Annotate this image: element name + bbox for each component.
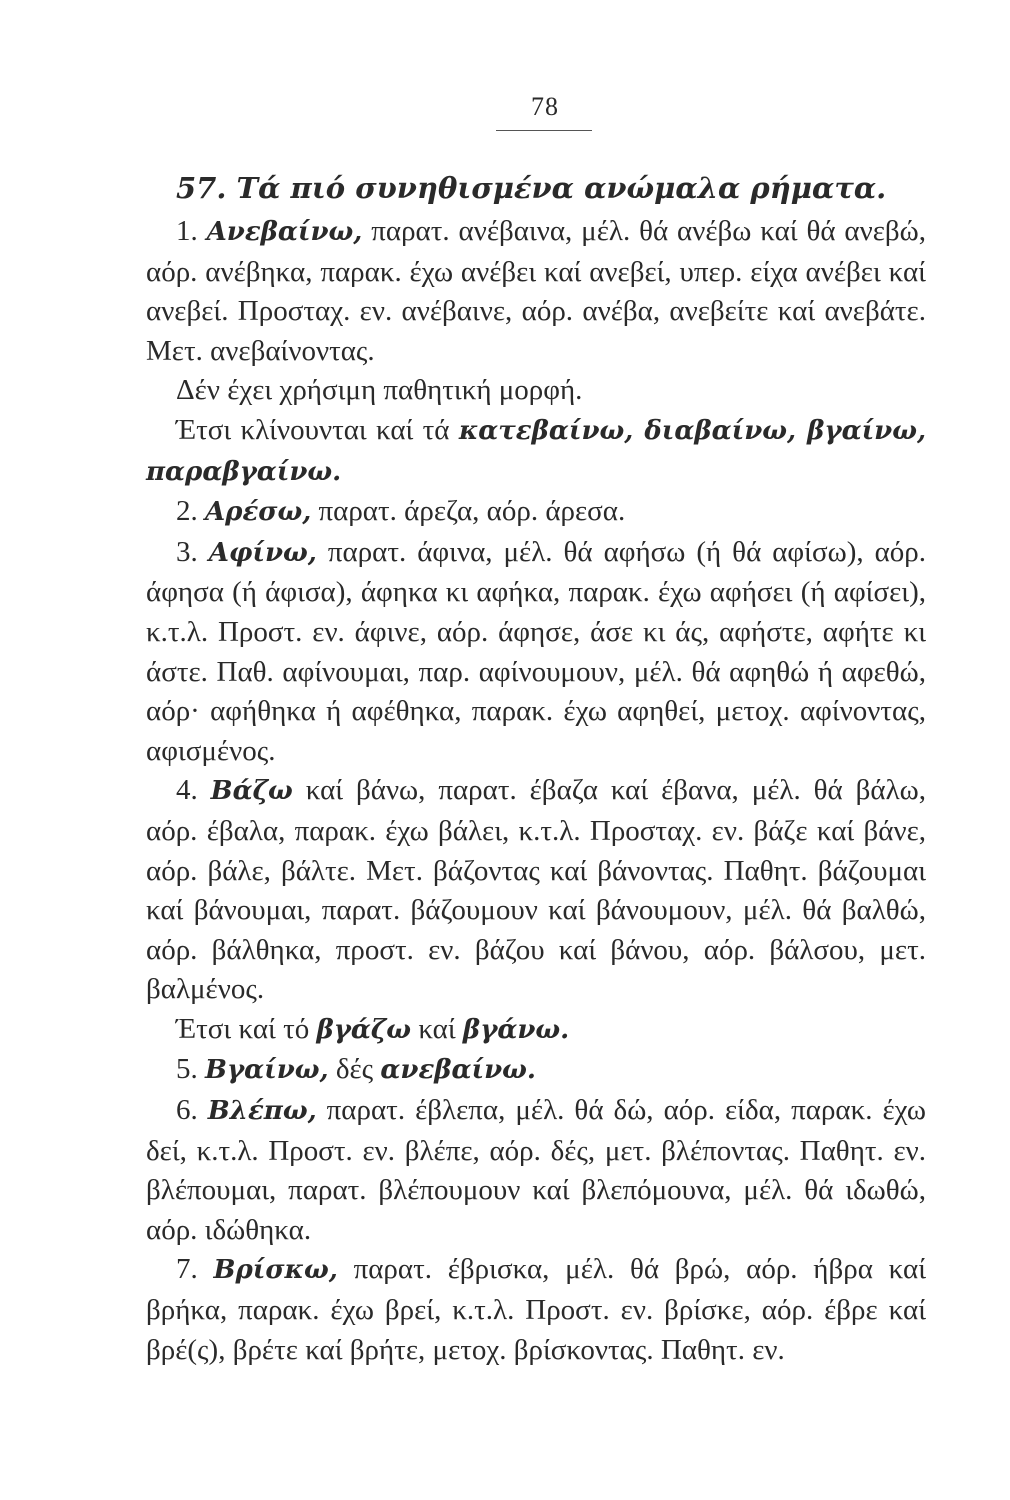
paragraph-text: καί [411, 1012, 463, 1045]
verb-keyword: Βρίσκω, [213, 1255, 338, 1286]
header-rule [496, 130, 592, 131]
paragraph-text: 5. [176, 1053, 205, 1086]
verb-keyword: Ανεβαίνω, [206, 217, 363, 247]
paragraph-text: παρατ. ανέβαινα, μέλ. θά ανέβω καί θά ανεβώ, αόρ. ανέβηκα, παρακ. έχω ανέβει καί ανεβεί, υπερ. είχα ανέβει καί ανεβεί. Προσταχ. εν. ανέβαινε, αόρ. ανέβα, ανεβείτε καί ανεβάτε. Μετ. ανεβαίνοντας. [146, 215, 926, 367]
verb-keyword: Αφίνω, [208, 537, 317, 568]
paragraph-text: 3. [176, 535, 209, 568]
verb-keyword: βγάζω [316, 1014, 412, 1045]
paragraph-text: καί βάνω, παρατ. έβαζα καί έβανα, μέλ. θά βάλω, αόρ. έβαλα, παρακ. έχω βάλει, κ.τ.λ. Προσταχ. εν. βάζε καί βάνε, αόρ. βάλε, βάλτε. Μετ. βάζοντας καί βάνοντας. Παθητ. βάζουμαι καί βάνουμαι, παρατ. βάζουμουν καί βάνουμουν, μέλ. θά βαλθώ, αόρ. βάλθηκα, προστ. εν. βάζου καί βάνου, αόρ. βάλσου, μετ. βαλμένος. [146, 774, 926, 1006]
paragraph-text: 6. [176, 1094, 208, 1127]
paragraph [146, 533, 926, 772]
verb-keyword: Βάζω [210, 776, 293, 807]
paragraph-text: Δέν έχει χρήσιμη παθητική μορφή. [176, 374, 583, 407]
paragraph-text: παρατ. άφινα, μέλ. θά αφήσω (ή θά αφίσω), αόρ. άφησα (ή άφισα), άφηκα κι αφήκα, παρακ. έχω αφήσει (ή αφίσει), κ.τ.λ. Προστ. εν. άφινε, αόρ. άφησε, άσε κι άς, αφήστε, αφήτε κι άστε. Παθ. αφίνουμαι, παρ. αφίνουμουν, μέλ. θά αφηθώ ή αφεθώ, αόρ· αφήθηκα ή αφέθηκα, παρακ. έχω αφηθεί, μετοχ. αφίνοντας, αφισμένος. [146, 535, 926, 767]
paragraph-text: 7. [176, 1253, 214, 1286]
paragraph [146, 771, 926, 1010]
paragraph [146, 1050, 926, 1091]
paragraph [146, 1010, 926, 1051]
paragraph-text: παρατ. έβρισκα, μέλ. θά βρώ, αόρ. ήβρα καί βρήκα, παρακ. έχω βρεί, κ.τ.λ. Προστ. εν. βρίσκε, αόρ. έβρε καί βρέ(ς), βρέτε καί βρήτε, μετοχ. βρίσκοντας. Παθητ. εν. [146, 1253, 926, 1366]
paragraph-text: 1. [176, 215, 207, 247]
verb-keyword: ανεβαίνω. [380, 1055, 536, 1086]
paragraph-text: Έτσι κλίνουνται καί τά [176, 413, 459, 446]
paragraph-text: δές [328, 1053, 381, 1086]
body-text [146, 212, 926, 1370]
verb-keyword: Βγαίνω, [205, 1055, 329, 1086]
verb-keyword: βγάνω. [462, 1014, 570, 1045]
section-heading: 57. Τά πιό συνηθισμένα ανώμαλα ρήματα. [176, 171, 887, 205]
paragraph-text: Έτσι καί τό [176, 1012, 317, 1045]
paragraph-text: παρατ. άρεζα, αόρ. άρεσα. [311, 495, 626, 528]
paragraph [146, 1091, 926, 1250]
paragraph [146, 492, 926, 533]
verb-keyword: Βλέπω, [207, 1096, 317, 1127]
paragraph-text: 2. [176, 495, 205, 528]
paragraph [146, 212, 926, 371]
page-number: 78 [531, 92, 559, 121]
paragraph [146, 1250, 926, 1370]
verb-keyword: κατεβαίνω, διαβαίνω, βγαίνω, παραβγαίνω. [146, 415, 927, 487]
paragraph-text: παρατ. έβλεπα, μέλ. θά δώ, αόρ. είδα, παρακ. έχω δεί, κ.τ.λ. Προστ. εν. βλέπε, αόρ. δές, μετ. βλέποντας. Παθητ. εν. βλέπουμαι, παρατ. βλέπουμουν καί βλεπόμουνα, μέλ. θά ιδωθώ, αόρ. ιδώθηκα. [146, 1094, 927, 1246]
verb-keyword: Αρέσω, [205, 497, 312, 528]
paragraph [146, 411, 926, 492]
paragraph-text: 4. [176, 774, 211, 807]
paragraph [146, 371, 926, 411]
